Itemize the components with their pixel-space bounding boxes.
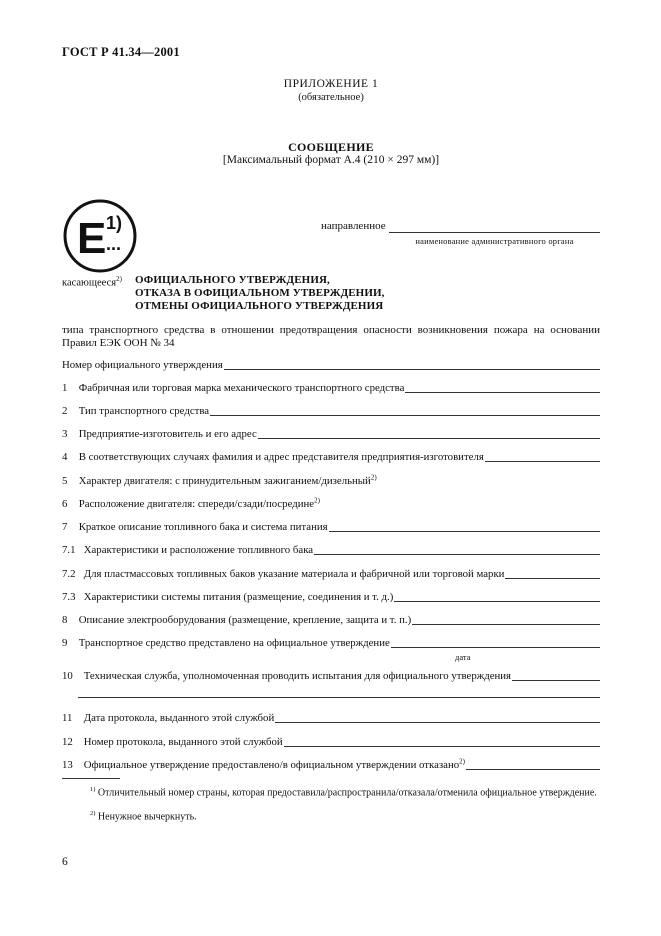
standard-number: ГОСТ Р 41.34—2001 [62, 45, 180, 59]
appendix-title: ПРИЛОЖЕНИЕ 1 [283, 78, 379, 90]
field-line-continuation[interactable] [78, 697, 600, 698]
form-row-7-2: 7.2 Для пластмассовых топливных баков указание материала и фабричной или торговой марки [62, 568, 600, 581]
form-row-12: 12 Номер протокола, выданного этой службой [62, 736, 600, 749]
message-title: СООБЩЕНИЕ [288, 140, 374, 154]
field-line[interactable] [275, 721, 600, 723]
form-row-10: 10 Техническая служба, уполномоченная проводить испытания для официального утверждения [62, 670, 600, 683]
form-row-1: 1 Фабричная или торговая марка механического транспортного средства [62, 382, 600, 395]
field-line[interactable] [224, 368, 600, 370]
form-row-13: 13 Официальное утверждение предоставлено/в официальном утверждении отказано$^{2)}$ [62, 759, 600, 772]
intro-text: типа транспортного средства в отношении предотвращения опасности возникновения пожара на основании Правил ЕЭК ООН № 34 [62, 324, 600, 349]
date-field-line[interactable] [391, 646, 600, 648]
form-row-8: 8 Описание электрооборудования (размещение, крепление, защита и т. п.) [62, 614, 600, 627]
footnote-2: $^{2)}$ Ненужное вычеркнуть. [90, 810, 197, 823]
sent-field-caption: наименование административного органа [415, 236, 574, 246]
footnote-1: $^{1)}$ Отличительный номер страны, которая предоставила/распространила/отказала/отменила официальное утверждение. [90, 786, 597, 799]
form-row-11: 11 Дата протокола, выданного этой службой [62, 712, 600, 725]
field-line[interactable] [210, 414, 600, 416]
field-line[interactable] [394, 600, 600, 602]
field-line[interactable] [314, 553, 600, 555]
page-number: 6 [62, 856, 68, 868]
form-row-approval-number: Номер официального утверждения [62, 359, 600, 372]
form-row-2: 2 Тип транспортного средства [62, 405, 600, 418]
concerning-option-refusal: ОТКАЗА В ОФИЦИАЛЬНОМ УТВЕРЖДЕНИИ, [135, 287, 385, 299]
field-line[interactable] [512, 679, 600, 681]
concerning-option-approval: ОФИЦИАЛЬНОГО УТВЕРЖДЕНИЯ, [135, 274, 330, 286]
form-row-6: 6 Расположение двигателя: спереди/сзади/посредине$^{2)}$ [62, 496, 320, 510]
concerning-options [135, 274, 385, 313]
concerning-option-withdrawal: ОТМЕНЫ ОФИЦИАЛЬНОГО УТВЕРЖДЕНИЯ [135, 300, 384, 312]
approval-mark-letter: E [77, 214, 107, 263]
field-line[interactable] [505, 577, 600, 579]
sent-label: направленное [321, 220, 386, 232]
form-row-7: 7 Краткое описание топливного бака и система питания [62, 521, 600, 534]
form-row-7-3: 7.3 Характеристики системы питания (размещение, соединения и т. д.) [62, 591, 600, 604]
approval-mark-dots: ... [106, 234, 122, 254]
form-row-3: 3 Предприятие-изготовитель и его адрес [62, 428, 600, 441]
field-line[interactable] [284, 745, 600, 747]
form-row-9: 9 Транспортное средство представлено на официальное утверждение [62, 637, 600, 650]
field-line[interactable] [405, 391, 600, 393]
approval-mark-superscript: 1) [106, 213, 123, 233]
form-row-7-1: 7.1 Характеристики и расположение топливного бака [62, 544, 600, 557]
field-line[interactable] [412, 623, 600, 625]
message-format: [Максимальный формат А.4 (210 × 297 мм)] [222, 154, 440, 166]
field-line[interactable] [485, 460, 600, 462]
field-line[interactable] [258, 437, 600, 439]
form-row-5: 5 Характер двигателя: с принудительным зажиганием/дизельный$^{2)}$ [62, 473, 377, 487]
sent-field-line[interactable] [389, 232, 600, 233]
field-line[interactable] [466, 768, 600, 770]
field-line[interactable] [329, 530, 600, 532]
footnote-divider [62, 778, 120, 779]
form-row-4: 4 В соответствующих случаях фамилия и адрес представителя предприятия-изготовителя [62, 451, 600, 464]
date-caption: дата [455, 652, 471, 662]
appendix-subtitle: (обязательное) [298, 92, 364, 103]
concerning-label: касающееся$^{2)}$ [62, 275, 122, 289]
approval-mark-emblem [62, 198, 138, 274]
